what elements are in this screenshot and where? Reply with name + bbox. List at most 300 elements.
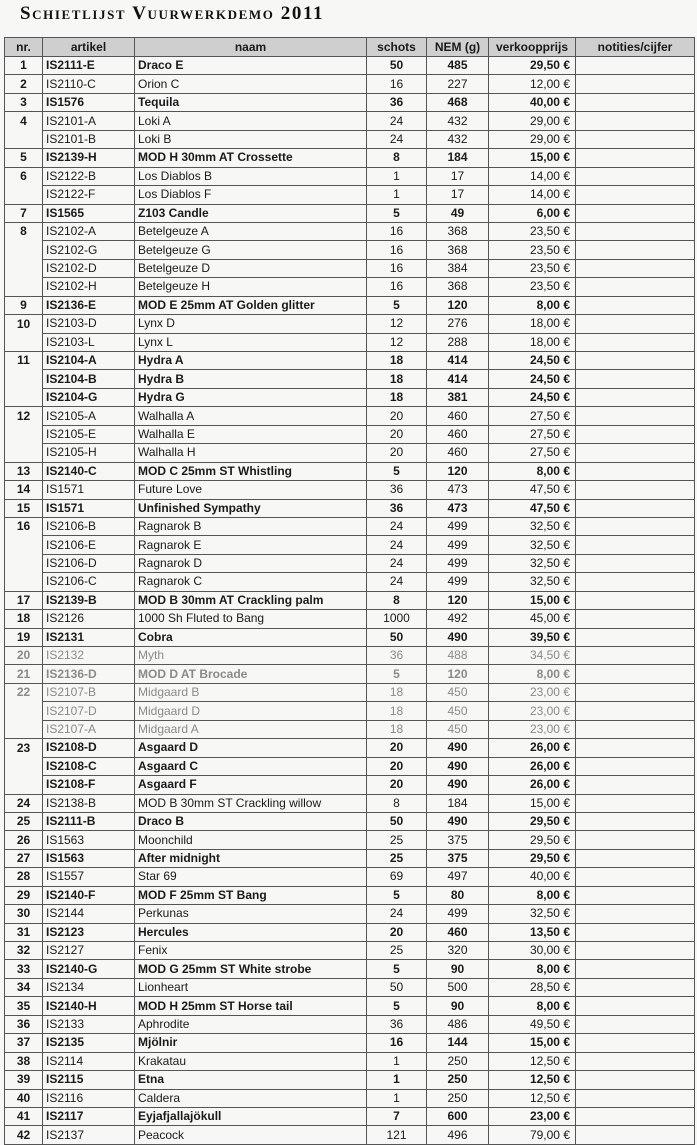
table-row — [5, 942, 695, 960]
cell-verkoopprijs: 8,00 € — [489, 296, 576, 314]
cell-artikel: IS2126 — [43, 610, 135, 628]
cell-nem: 500 — [427, 978, 489, 996]
cell-verkoopprijs: 32,50 € — [489, 573, 576, 591]
table-row — [5, 370, 695, 388]
table-row — [5, 886, 695, 904]
cell-nem: 432 — [427, 112, 489, 130]
cell-schots: 20 — [367, 776, 427, 794]
cell-nr: 38 — [5, 1052, 43, 1070]
cell-naam: Loki B — [135, 130, 367, 148]
cell-nem: 227 — [427, 75, 489, 93]
cell-naam: Los Diablos F — [135, 186, 367, 204]
cell-artikel: IS2106-C — [43, 573, 135, 591]
cell-verkoopprijs: 40,00 € — [489, 868, 576, 886]
fireworks-table — [4, 37, 695, 1145]
cell-nr: 16 — [5, 517, 43, 535]
cell-schots: 50 — [367, 628, 427, 646]
table-row — [5, 923, 695, 941]
cell-naam: Hydra A — [135, 352, 367, 370]
table-row — [5, 1015, 695, 1033]
cell-naam: Caldera — [135, 1089, 367, 1107]
cell-artikel: IS2104-B — [43, 370, 135, 388]
cell-verkoopprijs: 32,50 € — [489, 554, 576, 572]
cell-schots: 18 — [367, 388, 427, 406]
table-row — [5, 573, 695, 591]
table-row — [5, 831, 695, 849]
table-row — [5, 720, 695, 738]
cell-schots: 5 — [367, 204, 427, 222]
cell-verkoopprijs: 23,50 € — [489, 278, 576, 296]
cell-artikel: IS2102-H — [43, 278, 135, 296]
cell-verkoopprijs: 28,50 € — [489, 978, 576, 996]
table-row — [5, 444, 695, 462]
table-row — [5, 812, 695, 830]
cell-schots: 1 — [367, 167, 427, 185]
table-row — [5, 167, 695, 185]
cell-naam: Hercules — [135, 923, 367, 941]
cell-notities — [576, 241, 695, 259]
cell-verkoopprijs: 27,50 € — [489, 425, 576, 443]
cell-nem: 381 — [427, 388, 489, 406]
cell-nem: 90 — [427, 997, 489, 1015]
cell-notities — [576, 776, 695, 794]
cell-artikel: IS2136-E — [43, 296, 135, 314]
cell-nr: 27 — [5, 849, 43, 867]
table-row — [5, 757, 695, 775]
cell-artikel: IS1571 — [43, 499, 135, 517]
cell-naam: MOD H 30mm AT Crossette — [135, 149, 367, 167]
cell-nr: 33 — [5, 960, 43, 978]
cell-nr: 8 — [5, 222, 43, 240]
cell-naam: Ragnarok D — [135, 554, 367, 572]
cell-artikel: IS2104-A — [43, 352, 135, 370]
cell-artikel: IS2140-G — [43, 960, 135, 978]
cell-notities — [576, 1052, 695, 1070]
cell-schots: 1 — [367, 186, 427, 204]
cell-schots: 18 — [367, 702, 427, 720]
cell-schots: 18 — [367, 683, 427, 701]
cell-nr: 24 — [5, 794, 43, 812]
cell-notities — [576, 57, 695, 75]
cell-schots: 1000 — [367, 610, 427, 628]
cell-naam: Ragnarok B — [135, 517, 367, 535]
cell-notities — [576, 647, 695, 665]
cell-nem: 488 — [427, 647, 489, 665]
cell-verkoopprijs: 30,00 € — [489, 942, 576, 960]
cell-notities — [576, 222, 695, 240]
cell-nem: 368 — [427, 241, 489, 259]
cell-nr: 26 — [5, 831, 43, 849]
cell-notities — [576, 278, 695, 296]
cell-schots: 20 — [367, 444, 427, 462]
cell-naam: After midnight — [135, 849, 367, 867]
table-row — [5, 739, 695, 757]
header-schots: schots — [367, 38, 427, 57]
table-row — [5, 499, 695, 517]
table-row — [5, 978, 695, 996]
cell-naam: Midgaard D — [135, 702, 367, 720]
cell-naam: Hydra B — [135, 370, 367, 388]
table-row — [5, 296, 695, 314]
cell-nr: 21 — [5, 665, 43, 683]
cell-schots: 36 — [367, 481, 427, 499]
cell-schots: 18 — [367, 370, 427, 388]
cell-naam: Betelgeuze A — [135, 222, 367, 240]
cell-naam: MOD B 30mm ST Crackling willow — [135, 794, 367, 812]
cell-notities — [576, 831, 695, 849]
cell-nem: 276 — [427, 315, 489, 333]
cell-nr — [5, 776, 43, 794]
cell-artikel: IS2111-B — [43, 812, 135, 830]
cell-schots: 16 — [367, 259, 427, 277]
cell-naam: Mjölnir — [135, 1034, 367, 1052]
cell-artikel: IS2134 — [43, 978, 135, 996]
cell-verkoopprijs: 23,50 € — [489, 241, 576, 259]
cell-nr: 3 — [5, 93, 43, 111]
cell-notities — [576, 1089, 695, 1107]
cell-artikel: IS2138-B — [43, 794, 135, 812]
cell-schots: 36 — [367, 499, 427, 517]
cell-notities — [576, 610, 695, 628]
table-row — [5, 1052, 695, 1070]
cell-schots: 5 — [367, 665, 427, 683]
cell-nem: 499 — [427, 905, 489, 923]
cell-nem: 460 — [427, 923, 489, 941]
cell-notities — [576, 628, 695, 646]
cell-artikel: IS1563 — [43, 831, 135, 849]
cell-schots: 16 — [367, 1034, 427, 1052]
table-row — [5, 610, 695, 628]
cell-schots: 5 — [367, 462, 427, 480]
cell-nr: 19 — [5, 628, 43, 646]
cell-nr — [5, 388, 43, 406]
table-row — [5, 997, 695, 1015]
cell-schots: 1 — [367, 1089, 427, 1107]
table-row — [5, 130, 695, 148]
cell-schots: 5 — [367, 960, 427, 978]
cell-nem: 450 — [427, 702, 489, 720]
table-row — [5, 1126, 695, 1144]
cell-notities — [576, 352, 695, 370]
cell-schots: 24 — [367, 517, 427, 535]
cell-verkoopprijs: 13,50 € — [489, 923, 576, 941]
cell-artikel: IS1571 — [43, 481, 135, 499]
cell-nem: 288 — [427, 333, 489, 351]
cell-schots: 20 — [367, 407, 427, 425]
cell-notities — [576, 517, 695, 535]
header-notities: notities/cijfer — [576, 38, 695, 57]
cell-verkoopprijs: 32,50 € — [489, 517, 576, 535]
table-row — [5, 702, 695, 720]
table-row — [5, 481, 695, 499]
cell-nr: 41 — [5, 1107, 43, 1125]
cell-verkoopprijs: 14,00 € — [489, 186, 576, 204]
cell-notities — [576, 186, 695, 204]
table-row — [5, 776, 695, 794]
cell-notities — [576, 296, 695, 314]
cell-nem: 499 — [427, 554, 489, 572]
cell-naam: Asgaard C — [135, 757, 367, 775]
cell-notities — [576, 481, 695, 499]
cell-nem: 468 — [427, 93, 489, 111]
cell-schots: 25 — [367, 831, 427, 849]
cell-notities — [576, 886, 695, 904]
cell-notities — [576, 573, 695, 591]
cell-naam: Moonchild — [135, 831, 367, 849]
cell-notities — [576, 333, 695, 351]
cell-nr: 29 — [5, 886, 43, 904]
cell-nr: 18 — [5, 610, 43, 628]
table-row — [5, 517, 695, 535]
cell-naam: MOD D AT Brocade — [135, 665, 367, 683]
cell-artikel: IS2132 — [43, 647, 135, 665]
cell-nem: 492 — [427, 610, 489, 628]
cell-naam: MOD F 25mm ST Bang — [135, 886, 367, 904]
cell-verkoopprijs: 18,00 € — [489, 315, 576, 333]
cell-schots: 24 — [367, 536, 427, 554]
cell-artikel: IS2103-D — [43, 315, 135, 333]
cell-naam: Myth — [135, 647, 367, 665]
header-verkoopprijs: verkoopprijs — [489, 38, 576, 57]
cell-naam: Betelgeuze D — [135, 259, 367, 277]
cell-notities — [576, 536, 695, 554]
cell-artikel: IS1565 — [43, 204, 135, 222]
cell-nem: 450 — [427, 720, 489, 738]
cell-verkoopprijs: 23,00 € — [489, 702, 576, 720]
cell-artikel: IS2102-G — [43, 241, 135, 259]
cell-artikel: IS2136-D — [43, 665, 135, 683]
cell-verkoopprijs: 8,00 € — [489, 886, 576, 904]
cell-nr: 7 — [5, 204, 43, 222]
cell-schots: 16 — [367, 75, 427, 93]
cell-artikel: IS2106-B — [43, 517, 135, 535]
cell-verkoopprijs: 47,50 € — [489, 499, 576, 517]
cell-nr: 28 — [5, 868, 43, 886]
cell-artikel: IS2110-C — [43, 75, 135, 93]
cell-artikel: IS2108-D — [43, 739, 135, 757]
table-row — [5, 905, 695, 923]
cell-notities — [576, 849, 695, 867]
table-row — [5, 278, 695, 296]
cell-nem: 499 — [427, 573, 489, 591]
cell-notities — [576, 665, 695, 683]
cell-nr — [5, 370, 43, 388]
table-row — [5, 407, 695, 425]
cell-notities — [576, 978, 695, 996]
cell-nr: 42 — [5, 1126, 43, 1144]
cell-schots: 24 — [367, 112, 427, 130]
cell-nem: 496 — [427, 1126, 489, 1144]
cell-nr: 30 — [5, 905, 43, 923]
cell-notities — [576, 554, 695, 572]
cell-nem: 49 — [427, 204, 489, 222]
cell-nr: 4 — [5, 112, 43, 130]
table-row — [5, 554, 695, 572]
cell-nr — [5, 702, 43, 720]
table-row — [5, 425, 695, 443]
cell-verkoopprijs: 24,50 € — [489, 370, 576, 388]
cell-notities — [576, 75, 695, 93]
cell-nem: 414 — [427, 370, 489, 388]
cell-verkoopprijs: 29,50 € — [489, 812, 576, 830]
cell-artikel: IS2140-H — [43, 997, 135, 1015]
cell-notities — [576, 112, 695, 130]
cell-naam: MOD C 25mm ST Whistling — [135, 462, 367, 480]
cell-naam: Draco E — [135, 57, 367, 75]
cell-nr — [5, 333, 43, 351]
cell-nem: 473 — [427, 481, 489, 499]
cell-verkoopprijs: 49,50 € — [489, 1015, 576, 1033]
cell-schots: 24 — [367, 130, 427, 148]
cell-notities — [576, 720, 695, 738]
cell-notities — [576, 812, 695, 830]
cell-nr: 5 — [5, 149, 43, 167]
table-row — [5, 647, 695, 665]
cell-artikel: IS2104-G — [43, 388, 135, 406]
table-row — [5, 186, 695, 204]
cell-notities — [576, 942, 695, 960]
table-row — [5, 462, 695, 480]
cell-nr: 6 — [5, 167, 43, 185]
cell-notities — [576, 388, 695, 406]
table-row — [5, 352, 695, 370]
cell-verkoopprijs: 12,00 € — [489, 75, 576, 93]
cell-nr: 31 — [5, 923, 43, 941]
header-artikel: artikel — [43, 38, 135, 57]
cell-notities — [576, 1126, 695, 1144]
cell-notities — [576, 407, 695, 425]
cell-nem: 490 — [427, 739, 489, 757]
cell-schots: 25 — [367, 849, 427, 867]
cell-naam: MOD G 25mm ST White strobe — [135, 960, 367, 978]
cell-nr: 25 — [5, 812, 43, 830]
cell-nr — [5, 425, 43, 443]
cell-schots: 5 — [367, 997, 427, 1015]
cell-verkoopprijs: 29,00 € — [489, 130, 576, 148]
table-row — [5, 93, 695, 111]
cell-verkoopprijs: 8,00 € — [489, 462, 576, 480]
cell-schots: 12 — [367, 333, 427, 351]
cell-naam: Betelgeuze G — [135, 241, 367, 259]
cell-nem: 490 — [427, 812, 489, 830]
cell-nr — [5, 186, 43, 204]
cell-notities — [576, 591, 695, 609]
cell-verkoopprijs: 8,00 € — [489, 960, 576, 978]
cell-nr: 14 — [5, 481, 43, 499]
table-row — [5, 1107, 695, 1125]
table-row — [5, 57, 695, 75]
cell-artikel: IS1576 — [43, 93, 135, 111]
cell-verkoopprijs: 79,00 € — [489, 1126, 576, 1144]
cell-notities — [576, 425, 695, 443]
cell-schots: 36 — [367, 647, 427, 665]
cell-artikel: IS2102-A — [43, 222, 135, 240]
cell-nem: 460 — [427, 425, 489, 443]
cell-verkoopprijs: 23,00 € — [489, 1107, 576, 1125]
cell-nr: 12 — [5, 407, 43, 425]
table-row — [5, 683, 695, 701]
cell-artikel: IS1563 — [43, 849, 135, 867]
cell-artikel: IS1557 — [43, 868, 135, 886]
cell-nr: 32 — [5, 942, 43, 960]
table-row — [5, 794, 695, 812]
cell-artikel: IS2114 — [43, 1052, 135, 1070]
cell-notities — [576, 997, 695, 1015]
cell-nr: 36 — [5, 1015, 43, 1033]
cell-nem: 184 — [427, 794, 489, 812]
table-row — [5, 960, 695, 978]
cell-schots: 24 — [367, 573, 427, 591]
cell-nem: 250 — [427, 1089, 489, 1107]
cell-artikel: IS2122-F — [43, 186, 135, 204]
cell-schots: 50 — [367, 978, 427, 996]
cell-artikel: IS2140-F — [43, 886, 135, 904]
cell-schots: 69 — [367, 868, 427, 886]
cell-schots: 24 — [367, 554, 427, 572]
cell-notities — [576, 868, 695, 886]
cell-nr: 1 — [5, 57, 43, 75]
cell-verkoopprijs: 24,50 € — [489, 388, 576, 406]
cell-verkoopprijs: 18,00 € — [489, 333, 576, 351]
cell-schots: 16 — [367, 241, 427, 259]
cell-naam: Asgaard F — [135, 776, 367, 794]
cell-nem: 120 — [427, 296, 489, 314]
cell-verkoopprijs: 26,00 € — [489, 757, 576, 775]
cell-naam: Asgaard D — [135, 739, 367, 757]
cell-notities — [576, 702, 695, 720]
cell-notities — [576, 204, 695, 222]
cell-nem: 499 — [427, 536, 489, 554]
cell-notities — [576, 370, 695, 388]
table-row — [5, 868, 695, 886]
cell-artikel: IS2105-E — [43, 425, 135, 443]
cell-schots: 7 — [367, 1107, 427, 1125]
cell-nem: 497 — [427, 868, 489, 886]
cell-nr — [5, 259, 43, 277]
table-row — [5, 1034, 695, 1052]
cell-artikel: IS2144 — [43, 905, 135, 923]
cell-schots: 8 — [367, 591, 427, 609]
cell-verkoopprijs: 15,00 € — [489, 591, 576, 609]
cell-verkoopprijs: 27,50 € — [489, 407, 576, 425]
cell-artikel: IS2106-D — [43, 554, 135, 572]
cell-naam: Walhalla H — [135, 444, 367, 462]
cell-verkoopprijs: 15,00 € — [489, 149, 576, 167]
cell-verkoopprijs: 26,00 € — [489, 776, 576, 794]
table-row — [5, 333, 695, 351]
cell-notities — [576, 130, 695, 148]
cell-verkoopprijs: 14,00 € — [489, 167, 576, 185]
header-nem: NEM (g) — [427, 38, 489, 57]
cell-naam: Midgaard A — [135, 720, 367, 738]
cell-artikel: IS2101-A — [43, 112, 135, 130]
cell-verkoopprijs: 29,00 € — [489, 112, 576, 130]
cell-verkoopprijs: 23,50 € — [489, 222, 576, 240]
cell-notities — [576, 1034, 695, 1052]
cell-artikel: IS2107-B — [43, 683, 135, 701]
cell-artikel: IS2103-L — [43, 333, 135, 351]
cell-naam: Draco B — [135, 812, 367, 830]
cell-naam: Ragnarok C — [135, 573, 367, 591]
cell-nem: 486 — [427, 1015, 489, 1033]
cell-naam: Lionheart — [135, 978, 367, 996]
cell-naam: Hydra G — [135, 388, 367, 406]
table-header — [5, 38, 695, 57]
cell-naam: Star 69 — [135, 868, 367, 886]
cell-verkoopprijs: 15,00 € — [489, 1034, 576, 1052]
cell-nr — [5, 241, 43, 259]
cell-naam: MOD E 25mm AT Golden glitter — [135, 296, 367, 314]
